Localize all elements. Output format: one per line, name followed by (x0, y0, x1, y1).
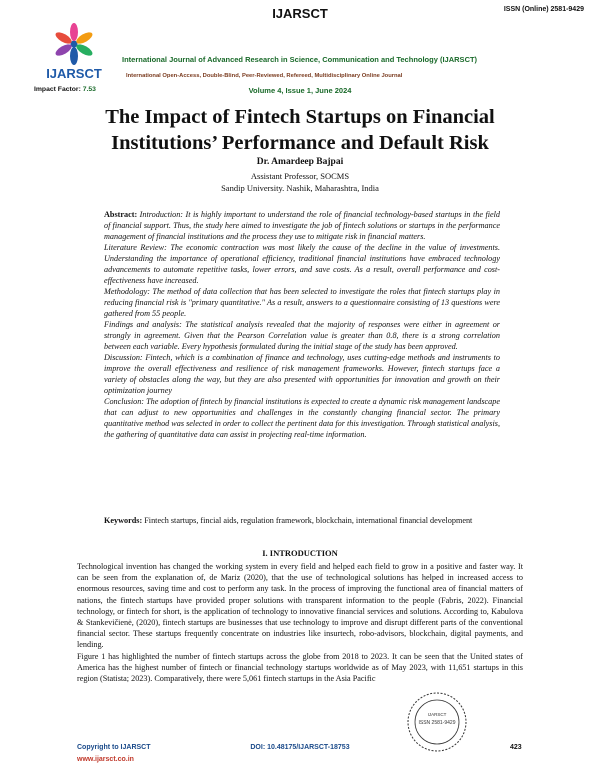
copyright-label: Copyright to IJARSCT (77, 744, 151, 751)
website-link[interactable]: www.ijarsct.co.in (77, 756, 134, 763)
abstract-conclusion: Conclusion: The adoption of fintech by financial institutions is expected to create a dynamic risk management landscape that can adjust to new opportunities and challenges in the constantly changing financial sector. The primary quantitative method was selected in order to collect the pertinent data for this investigation. Through statistical analysis, the gathering of quantitative data can assist in projecting real-time information. (104, 397, 500, 439)
introduction-heading: I. INTRODUCTION (262, 548, 338, 558)
keywords-lead: Keywords: (104, 516, 145, 525)
journal-subtitle: International Open-Access, Double-Blind, Peer-Reviewed, Refereed, Multidisciplinary Online Journal (126, 73, 403, 79)
introduction-paragraph-2: Figure 1 has highlighted the number of fintech startups across the globe from 2018 to 2023. It can be seen that the United states of America has the highest number of fintech or financial technology startups worldwide as of May 2023, with 11,651 startups in this region (Statista; 2023). Comparatively, there were 5,061 fintech startups in the Asia Pacific (77, 651, 523, 684)
issn-label: ISSN (Online) 2581-9429 (503, 6, 584, 13)
affiliation-position: Assistant Professor, SOCMS (250, 171, 350, 181)
volume-issue: Volume 4, Issue 1, June 2024 (248, 86, 352, 95)
abstract-section (104, 209, 500, 440)
page-number: 423 (510, 744, 522, 751)
introduction-body (77, 561, 523, 684)
journal-short-title: IJARSCT (272, 6, 328, 21)
abstract-literature: Literature Review: The economic contraction was most likely the cause of the decline in the value of investments. Understanding the importance of operational efficiency, traditional financial institutions have embraced technology advancements to automate repetitive tasks, lower errors, and save costs. As a result, overall performance and cost-effectiveness have increased. (104, 243, 500, 285)
impact-factor-value: 7.53 (82, 86, 96, 93)
ijarsct-logo-icon (38, 20, 110, 82)
doi-label: DOI: 10.48175/IJARSCT-18753 (250, 744, 350, 751)
abstract-discussion: Discussion: Fintech, which is a combination of finance and technology, uses cutting-edge methods and instruments to improve the overall effectiveness and resilience of risk management frameworks. However, fintech startups face a variety of obstacles along the way, but they are also presented with opportunities for innovation and growth on their optimization journey (104, 353, 500, 395)
impact-factor-label: Impact Factor: (34, 86, 83, 93)
svg-text:IJARSCT: IJARSCT (427, 712, 447, 717)
abstract-lead: Abstract: (104, 210, 140, 219)
abstract-findings: Findings and analysis: The statistical analysis revealed that the majority of responses were either in agreement or strongly in agreement. Given that the Pearson Correlation value is greater than 0.8, there is a strong correlation between each variable. Every hypothesis formulated during the initial stage of the study has been approved. (104, 320, 500, 351)
paper-title: The Impact of Fintech Startups on Financial Institutions’ Performance and Default Risk (105, 106, 495, 154)
author-name: Dr. Amardeep Bajpai (256, 157, 344, 167)
keywords-text: Fintech startups, fincial aids, regulation framework, blockchain, international financial development (144, 516, 473, 525)
abstract-introduction (104, 209, 500, 242)
affiliation-institution: Sandip University. Nashik, Maharashtra, India (221, 183, 379, 193)
abstract-methodology: Methodology: The method of data collection that has been selected to investigate the roles that fintech startups play in reducing financial risk is "primary quantitative." As a result, answers to a questionnaire consisting of 13 questions were gathered from 55 people. (104, 287, 500, 318)
keywords-section (104, 515, 500, 526)
logo-text: IJARSCT (46, 66, 102, 81)
journal-full-title: International Journal of Advanced Research in Science, Communication and Technology (IJARSCT) (122, 55, 478, 64)
svg-text:ISSN 2581-9429: ISSN 2581-9429 (418, 720, 456, 726)
abstract-introduction-text: Introduction: It is highly important to understand the role of financial technology-based startups in the field of financial support. Thus, the study here aimed to investigate the job of fintech solutions or startups in the performance management of financial institutions and the process they use to mitigate risk in financial matters. (104, 210, 500, 241)
introduction-paragraph-1: Technological invention has changed the working system in every field and helped each field to grow in a positive and faster way. It can be seen from the explanation of, de Mariz (2020), that the use of technological solutions has helped in increased access to enormous resources, saving time and cost to perform any task. In the process of improving the functional area of financial matters of nations, the fintech startups have provided proper solutions with transparent information to the people (Fabris, 2022). Financial technology, or fintech for short, is the application of technology to innovative financial services and solutions. According to, Kabulova & Stankevičienė, (2020), fintech startups are businesses that use technology to improve and disrupt different parts of the conventional financial sector. These startups frequently concentrate on industries like insurtech, robo-advisors, blockchain, digital payments, and lending. (77, 562, 523, 650)
